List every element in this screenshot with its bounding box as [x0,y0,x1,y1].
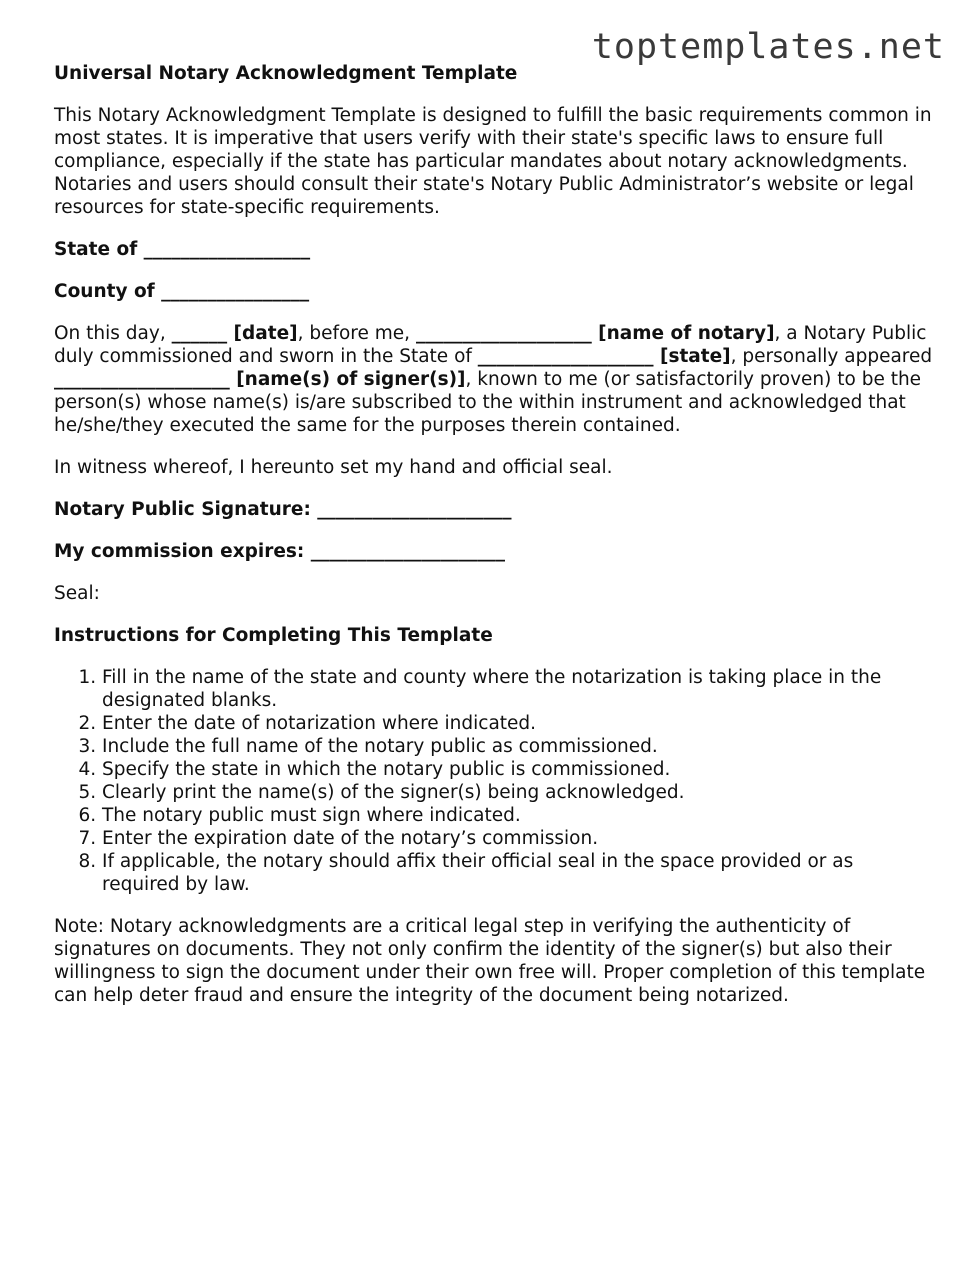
county-line: County of ________________ [54,281,310,302]
notary-name-label: [name of notary] [591,323,775,344]
instructions-list [54,666,934,896]
commission-line: My commission expires: _____________________ [54,541,506,562]
instruction-item: 4. Specify the state in which the notary public is commissioned. [102,758,934,781]
instruction-item: 2. Enter the date of notarization where indicated. [102,712,934,735]
witness-line: In witness whereof, I hereunto set my hand and official seal. [54,457,613,478]
state-blank: ___________________ [477,346,654,367]
signer-label: [name(s) of signer(s)] [229,369,466,390]
date-blank: ______ [171,323,228,344]
acknowledgment-paragraph [54,322,934,437]
intro-paragraph: This Notary Acknowledgment Template is designed to fulfill the basic requirements common in most states. It is imperative that users verify with their state's specific laws to ensure full compliance, especially if the state has particular mandates about notary acknowledgments. Notaries and users should consult their state's Notary Public Administrator’s website or legal resources for state-specific requirements. [54,105,932,218]
state-label: [state] [653,346,731,367]
instruction-item: 1. Fill in the name of the state and county where the notarization is taking place in the designated blanks. [102,666,934,712]
date-label: [date] [227,323,298,344]
instructions-heading: Instructions for Completing This Template [54,625,493,646]
ack-text-5: , known to me (or satisfactorily proven) to be the person(s) whose name(s) is/are subscribed to the within instrument and acknowledged that he/she/they executed the same for the purposes therein contained. [54,369,922,436]
ack-text-1: On this day, [54,323,172,344]
document-body [54,62,934,1026]
signer-blank: ___________________ [54,369,230,390]
ack-text-2: , before me, [297,323,416,344]
ack-text-4: , personally appeared [730,346,933,367]
state-line: State of __________________ [54,239,311,260]
document-title: Universal Notary Acknowledgment Template [54,63,518,84]
notary-name-blank: ___________________ [415,323,592,344]
instruction-item: 5. Clearly print the name(s) of the signer(s) being acknowledged. [102,781,934,804]
instruction-item: 6. The notary public must sign where indicated. [102,804,934,827]
ack-text-3: , a Notary Public duly commissioned and sworn in the State of [54,323,927,367]
seal-line: Seal: [54,583,100,604]
watermark: toptemplates.net [591,27,945,67]
instruction-item: 7. Enter the expiration date of the notary’s commission. [102,827,934,850]
signature-line: Notary Public Signature: _____________________ [54,499,512,520]
instruction-item: 3. Include the full name of the notary public as commissioned. [102,735,934,758]
instruction-item: 8. If applicable, the notary should affix their official seal in the space provided or as required by law. [102,850,934,896]
note-paragraph: Note: Notary acknowledgments are a critical legal step in verifying the authenticity of signatures on documents. They not only confirm the identity of the signer(s) but also their willingness to sign the document under their own free will. Proper completion of this template can help deter fraud and ensure the integrity of the document being notarized. [54,916,926,1006]
